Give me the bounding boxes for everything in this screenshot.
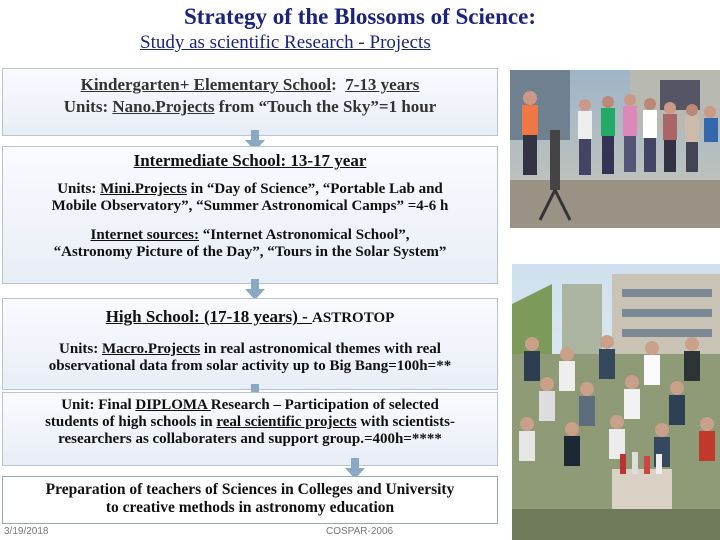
high-units-rest2: observational data from solar activity up to Big Bang=100h=** xyxy=(48,358,452,374)
high-school-heading-tag: ASTROTOP xyxy=(312,310,395,326)
internet-sources-rest2: “Astronomy Picture of the Day”, “Tours in the Solar System” xyxy=(53,244,447,260)
teachers-box xyxy=(2,476,498,524)
intermediate-units-rest2: Mobile Observatory”, “Summer Astronomical Camps” =4-6 h xyxy=(51,198,449,214)
intermediate-heading: Intermediate School: 13-17 year xyxy=(133,151,367,170)
high-school-heading: High School: (17-18 years) - xyxy=(105,307,313,326)
slide-subtitle: Study as scientific Research - Projects xyxy=(140,32,431,53)
intermediate-units-link: Mini.Projects xyxy=(100,181,187,197)
students-telescope-photo xyxy=(510,70,720,228)
high-units-rest1: in real astronomical themes with real xyxy=(200,341,441,357)
internet-sources-label: Internet sources: xyxy=(90,227,199,243)
slide-title: Strategy of the Blossoms of Science: xyxy=(184,4,536,29)
footer-event: COSPAR-2006 xyxy=(326,526,394,537)
teachers-line1: Preparation of teachers of Sciences in Colleges and University xyxy=(45,481,455,498)
kindergarten-units-prefix: Units: xyxy=(63,97,113,116)
group-photo xyxy=(512,264,720,540)
diploma-prefix: Unit: Final xyxy=(61,397,136,413)
kindergarten-units-link: Nano.Projects xyxy=(112,97,215,116)
diploma-rest3: researchers as collaboraters and support group.=400h=**** xyxy=(58,431,442,447)
kindergarten-sep: : xyxy=(331,75,337,94)
high-school-box xyxy=(2,298,498,390)
diploma-rest2-link: real scientific projects xyxy=(216,414,357,430)
footer-date: 3/19/2018 xyxy=(4,526,49,537)
high-units-prefix: Units: xyxy=(59,341,102,357)
kindergarten-ages: 7-13 years xyxy=(345,75,420,94)
diploma-box xyxy=(2,392,498,466)
kindergarten-units-rest: from “Touch the Sky”=1 hour xyxy=(214,97,437,116)
internet-sources-rest1: “Internet Astronomical School”, xyxy=(198,227,410,243)
kindergarten-box xyxy=(2,68,498,136)
kindergarten-heading: Kindergarten+ Elementary School xyxy=(80,75,332,94)
diploma-rest2-b: with scientists- xyxy=(356,414,455,430)
diploma-rest2-a: students of high schools in xyxy=(45,414,217,430)
diploma-link: DIPLOMA xyxy=(135,397,211,413)
teachers-line2: to creative methods in astronomy education xyxy=(105,499,395,516)
intermediate-box xyxy=(2,146,498,284)
diploma-rest1: Research – Participation of selected xyxy=(210,397,439,413)
intermediate-units-rest1: in “Day of Science”, “Portable Lab and xyxy=(186,181,443,197)
high-units-link: Macro.Projects xyxy=(101,341,201,357)
intermediate-units-prefix: Units: xyxy=(57,181,101,197)
